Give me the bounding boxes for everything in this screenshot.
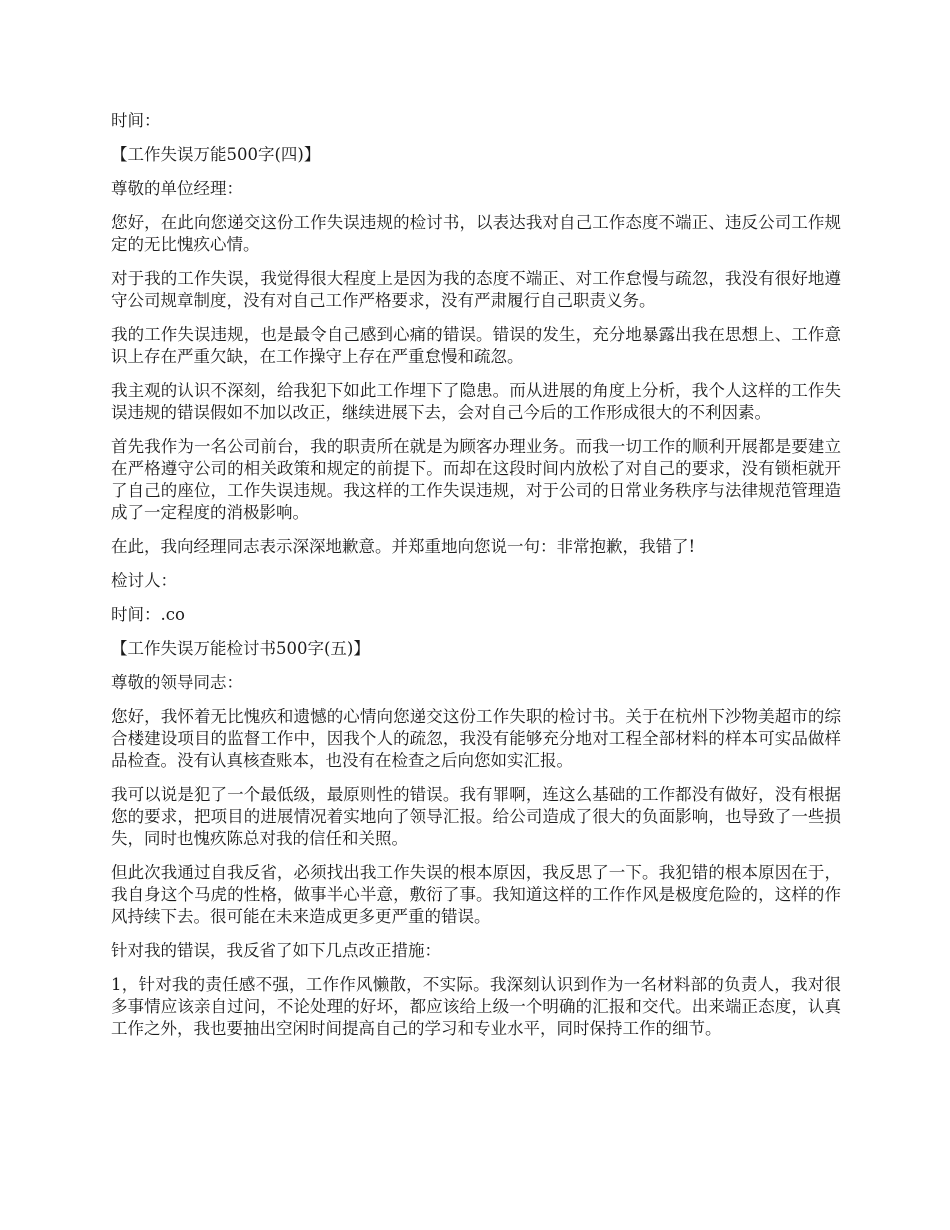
section-heading-four: 【工作失误万能500字(四)】 (111, 145, 321, 164)
signature-line: 检讨人： (111, 571, 177, 590)
body-paragraph: 针对我的错误，我反省了如下几点改正措施： (111, 941, 441, 960)
measure-item: 1，针对我的责任感不强，工作作风懒散，不实际。我深刻认识到作为一名材料部的负责人，我对很多事情应该亲自过问，不论处理的好坏，都应该给上级一个明确的汇报和交代。出来端正态度，认真工作之外，我也要抽出空闲时间提高自己的学习和专业水平，同时保持工作的细节。 (111, 975, 841, 1038)
body-paragraph: 对于我的工作失误，我觉得很大程度上是因为我的态度不端正、对工作怠慢与疏忽，我没有很好地遵守公司规章制度，没有对自己工作严格要求，没有严肃履行自己职责义务。 (111, 269, 841, 310)
body-paragraph: 我可以说是犯了一个最低级，最原则性的错误。我有罪啊，连这么基础的工作都没有做好，没有根据您的要求，把项目的进展情况着实地向了领导汇报。给公司造成了很大的负面影响，也导致了一些损失，同时也愧疚陈总对我的信任和关照。 (111, 785, 841, 848)
body-paragraph: 您好，在此向您递交这份工作失误违规的检讨书，以表达我对自己工作态度不端正、违反公司工作规定的无比愧疚心情。 (111, 213, 841, 254)
body-paragraph: 但此次我通过自我反省，必须找出我工作失误的根本原因，我反思了一下。我犯错的根本原因在于，我自身这个马虎的性格，做事半心半意，敷衍了事。我知道这样的工作作风是极度危险的，这样的作风持续下去。很可能在未来造成更多更严重的错误。 (111, 863, 841, 926)
document-page (111, 110, 841, 1052)
salutation: 尊敬的领导同志： (111, 673, 243, 692)
salutation: 尊敬的单位经理： (111, 179, 243, 198)
body-paragraph: 首先我作为一名公司前台，我的职责所在就是为顾客办理业务。而我一切工作的顺利开展都是要建立在严格遵守公司的相关政策和规定的前提下。而却在这段时间内放松了对自己的要求，没有锁柜就开了自己的座位，工作失误违规。我这样的工作失误违规，对于公司的日常业务秩序与法律规范管理造成了一定程度的消极影响。 (111, 437, 841, 522)
body-paragraph: 我的工作失误违规，也是最令自己感到心痛的错误。错误的发生，充分地暴露出我在思想上、工作意识上存在严重欠缺，在工作操守上存在严重怠慢和疏忽。 (111, 325, 841, 366)
section-heading-five: 【工作失误万能检讨书500字(五)】 (111, 639, 370, 658)
apology-paragraph: 在此，我向经理同志表示深深地歉意。并郑重地向您说一句：非常抱歉，我错了! (111, 537, 696, 556)
body-paragraph: 您好，我怀着无比愧疚和遗憾的心情向您递交这份工作失职的检讨书。关于在杭州下沙物美超市的综合楼建设项目的监督工作中，因我个人的疏忽，我没有能够充分地对工程全部材料的样本可实品做样品检查。没有认真核查账本，也没有在检查之后向您如实汇报。 (111, 707, 841, 770)
time-line: 时间：.co (111, 605, 185, 624)
time-line: 时间： (111, 111, 161, 130)
body-paragraph: 我主观的认识不深刻，给我犯下如此工作埋下了隐患。而从进展的角度上分析，我个人这样的工作失误违规的错误假如不加以改正，继续进展下去，会对自己今后的工作形成很大的不利因素。 (111, 381, 841, 422)
